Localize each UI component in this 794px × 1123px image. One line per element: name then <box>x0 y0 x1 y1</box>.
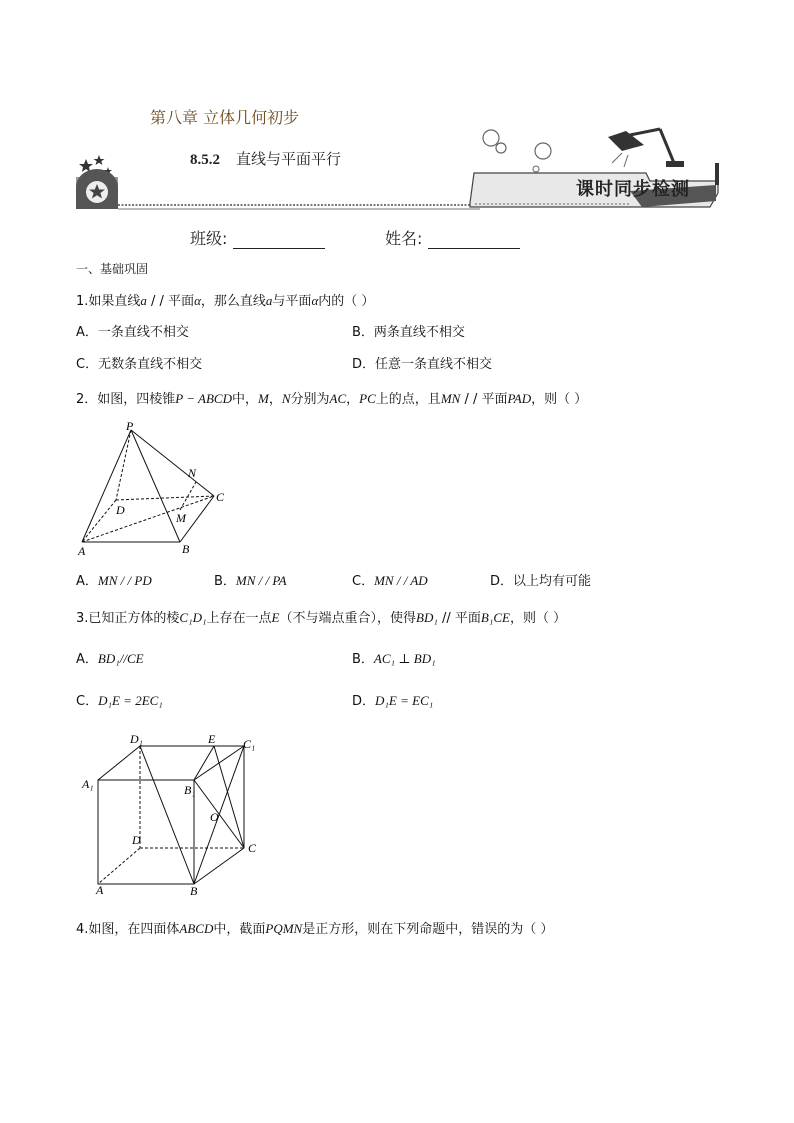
q2-text: ，则（ ） <box>531 392 588 407</box>
q2-text: ， <box>268 392 282 407</box>
q3-option-d-prefix: D． <box>352 694 376 709</box>
label-C: C <box>248 841 257 855</box>
q3-text: 3.已知正方体的棱 <box>76 611 180 626</box>
q1-option-b[interactable]: B．两条直线不相交 <box>352 325 465 340</box>
q3-math: B₁CE <box>480 610 510 625</box>
section-number: 8.5.2 <box>190 152 220 168</box>
q2-option-c[interactable] <box>352 570 428 589</box>
name-blank[interactable] <box>428 232 520 249</box>
q2-text: 分别为 <box>290 392 330 407</box>
label-B1: B₁ <box>184 783 196 797</box>
q2-text: ， <box>346 392 360 407</box>
q2-option-a[interactable] <box>76 570 152 589</box>
q3-option-c[interactable] <box>76 690 163 709</box>
q3-text: // 平面 <box>437 611 481 626</box>
q2-option-b-math: MN / / PA <box>235 573 287 588</box>
q2-math: PC <box>359 391 376 406</box>
label-A: A <box>96 883 104 897</box>
q3-text: （不与端点重合），使得 <box>279 611 416 626</box>
label-O: O <box>210 810 219 824</box>
q3-option-a[interactable] <box>76 648 144 667</box>
q2-math: PAD <box>507 391 532 406</box>
q2-text: 2．如图，四棱锥 <box>76 392 176 407</box>
q2-option-c-math: MN / / AD <box>374 573 428 588</box>
q2-option-b-prefix: B． <box>214 574 236 589</box>
q1-option-a[interactable]: A．一条直线不相交 <box>76 325 189 340</box>
q4-text: 4.如图，在四面体 <box>76 922 180 937</box>
section-name: 直线与平面平行 <box>236 150 342 168</box>
q3-option-c-math: D₁E = 2EC₁ <box>98 693 163 708</box>
q3-option-d-math: D₁E = EC₁ <box>375 693 434 708</box>
q2-text: / / 平面 <box>460 392 508 407</box>
q1-text: ，那么直线 <box>200 294 266 309</box>
name-label: 姓名: <box>385 229 423 248</box>
q3-option-a-prefix: A． <box>76 652 98 667</box>
q2-text: 中， <box>231 392 258 407</box>
q3-option-d[interactable] <box>352 690 433 709</box>
label-A1: A₁ <box>82 777 94 791</box>
desk-lamp-icon <box>608 129 684 167</box>
q2-option-b[interactable] <box>214 570 287 589</box>
q3-math: E <box>271 610 280 625</box>
q3-option-b-prefix: B． <box>352 652 374 667</box>
label-B: B <box>190 884 198 898</box>
label-A: A <box>78 544 86 558</box>
q1-math-alpha: α <box>194 293 201 308</box>
label-D: D <box>132 833 141 847</box>
label-B: B <box>182 542 190 556</box>
q1-text: 1.如果直线 <box>76 294 141 309</box>
question-4 <box>76 918 553 937</box>
label-P: P <box>126 420 134 433</box>
label-E: E <box>208 732 216 746</box>
class-blank[interactable] <box>233 232 325 249</box>
q3-option-b-math: AC₁ ⊥ BD₁ <box>373 651 436 666</box>
q1-math-a: a <box>265 293 273 308</box>
q2-option-a-prefix: A． <box>76 574 98 589</box>
q2-option-c-prefix: C． <box>352 574 375 589</box>
star-badge-icon <box>76 169 118 209</box>
question-3 <box>76 607 566 626</box>
pyramid-figure <box>76 420 246 560</box>
section-heading: 一、基础巩固 <box>76 262 149 276</box>
label-M: M <box>176 511 186 525</box>
label-C: C <box>216 490 225 504</box>
q3-math: BD₁ <box>416 610 438 625</box>
q2-math: N <box>281 391 291 406</box>
q3-math: C₁D₁ <box>179 610 207 625</box>
badge-label: 课时同步检测 <box>576 179 690 200</box>
label-D1: D₁ <box>130 732 143 746</box>
section-title <box>190 148 341 169</box>
q2-math: M <box>257 391 269 406</box>
q3-text: 上存在一点 <box>206 611 272 626</box>
label-C1: C₁ <box>243 737 256 751</box>
header-banner <box>70 125 722 217</box>
chapter-title: 第八章 立体几何初步 <box>150 108 300 127</box>
q2-option-a-math: MN / / PD <box>97 573 152 588</box>
q4-math: PQMN <box>265 921 303 936</box>
q4-text: 是正方形，则在下列命题中，错误的为（ ） <box>302 922 554 937</box>
q2-text: 上的点，且 <box>375 392 441 407</box>
q1-text: 内的（ ） <box>318 294 375 309</box>
class-label: 班级: <box>190 229 228 248</box>
label-D: D <box>116 503 125 517</box>
q1-option-d[interactable]: D．任意一条直线不相交 <box>352 357 493 372</box>
q4-text: 中，截面 <box>213 922 266 937</box>
q3-option-b[interactable] <box>352 648 436 667</box>
q3-option-a-math: BD₁//CE <box>97 651 144 666</box>
q3-text: ，则（ ） <box>509 611 567 626</box>
q2-math: MN <box>440 391 461 406</box>
question-2 <box>76 388 587 407</box>
q2-option-d[interactable]: D．以上均有可能 <box>490 574 592 589</box>
class-field <box>190 226 325 249</box>
name-field <box>385 226 520 249</box>
cube-figure <box>78 728 268 900</box>
q2-math: P − ABCD <box>175 391 232 406</box>
q4-math: ABCD <box>179 921 214 936</box>
q1-text: 与平面 <box>272 294 312 309</box>
q3-option-c-prefix: C． <box>76 694 99 709</box>
question-1 <box>76 290 374 309</box>
q1-math-alpha: α <box>311 293 319 308</box>
q2-math: AC <box>329 391 347 406</box>
q1-math-a: a <box>140 293 147 308</box>
q1-option-c[interactable]: C．无数条直线不相交 <box>76 357 203 372</box>
q1-text: / / 平面 <box>146 294 195 309</box>
label-N: N <box>188 466 197 480</box>
